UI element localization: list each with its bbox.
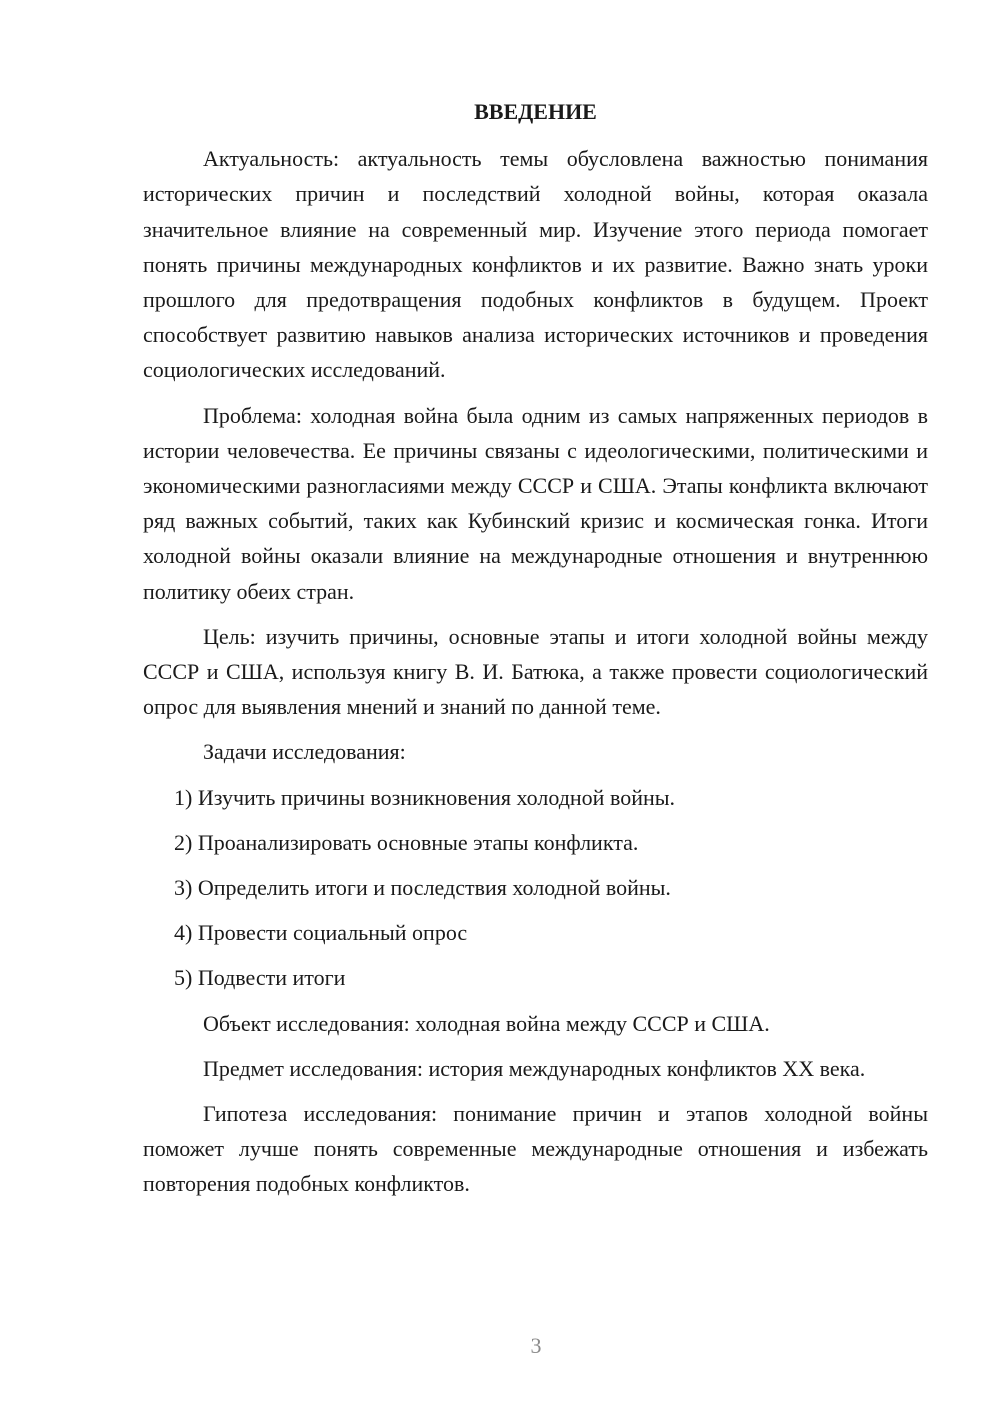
relevance-paragraph: Актуальность: актуальность темы обусловлена важностью понимания исторических причин и последствий холодной войны, которая оказала значительное влияние на современный мир. Изучение этого периода помогает понять причины международных конфликтов и их развитие. Важно знать уроки прошлого для предотвращения подобных конфликтов в будущем. Проект способствует развитию навыков анализа исторических источников и проведения социологических исследований. <box>143 146 928 383</box>
task-item-4: 4) Провести социальный опрос <box>174 920 468 946</box>
section-title: ВВЕДЕНИЕ <box>474 99 597 124</box>
problem-paragraph: Проблема: холодная война была одним из самых напряженных периодов в истории человечества. Ее причины связаны с идеологическими, политическими и экономическими разногласиями между СССР и США. Этапы конфликта включают ряд важных событий, таких как Кубинский кризис и космическая гонка. Итоги холодной войны оказали влияние на международные отношения и внутреннюю политику обеих стран. <box>143 402 928 604</box>
goal-paragraph: Цель: изучить причины, основные этапы и итоги холодной войны между СССР и США, используя книгу В. И. Батюка, а также провести социологический опрос для выявления мнений и знаний по данной теме. <box>143 623 928 720</box>
hypothesis-paragraph: Гипотеза исследования: понимание причин и этапов холодной войны поможет лучше понять современные международные отношения и избежать повторения подобных конфликтов. <box>143 1101 928 1197</box>
tasks-heading: Задачи исследования: <box>203 739 406 765</box>
page-body <box>143 94 928 1212</box>
task-item-3: 3) Определить итоги и последствия холодной войны. <box>174 875 671 901</box>
task-item-2: 2) Проанализировать основные этапы конфликта. <box>174 829 639 855</box>
subject-paragraph: Предмет исследования: история международных конфликтов XX века. <box>203 1055 866 1081</box>
task-item-1: 1) Изучить причины возникновения холодной войны. <box>174 784 676 810</box>
tasks-list <box>143 780 928 996</box>
object-paragraph: Объект исследования: холодная война между СССР и США. <box>203 1010 770 1036</box>
task-item-5: 5) Подвести итоги <box>174 965 346 991</box>
page-number: 3 <box>530 1333 542 1358</box>
